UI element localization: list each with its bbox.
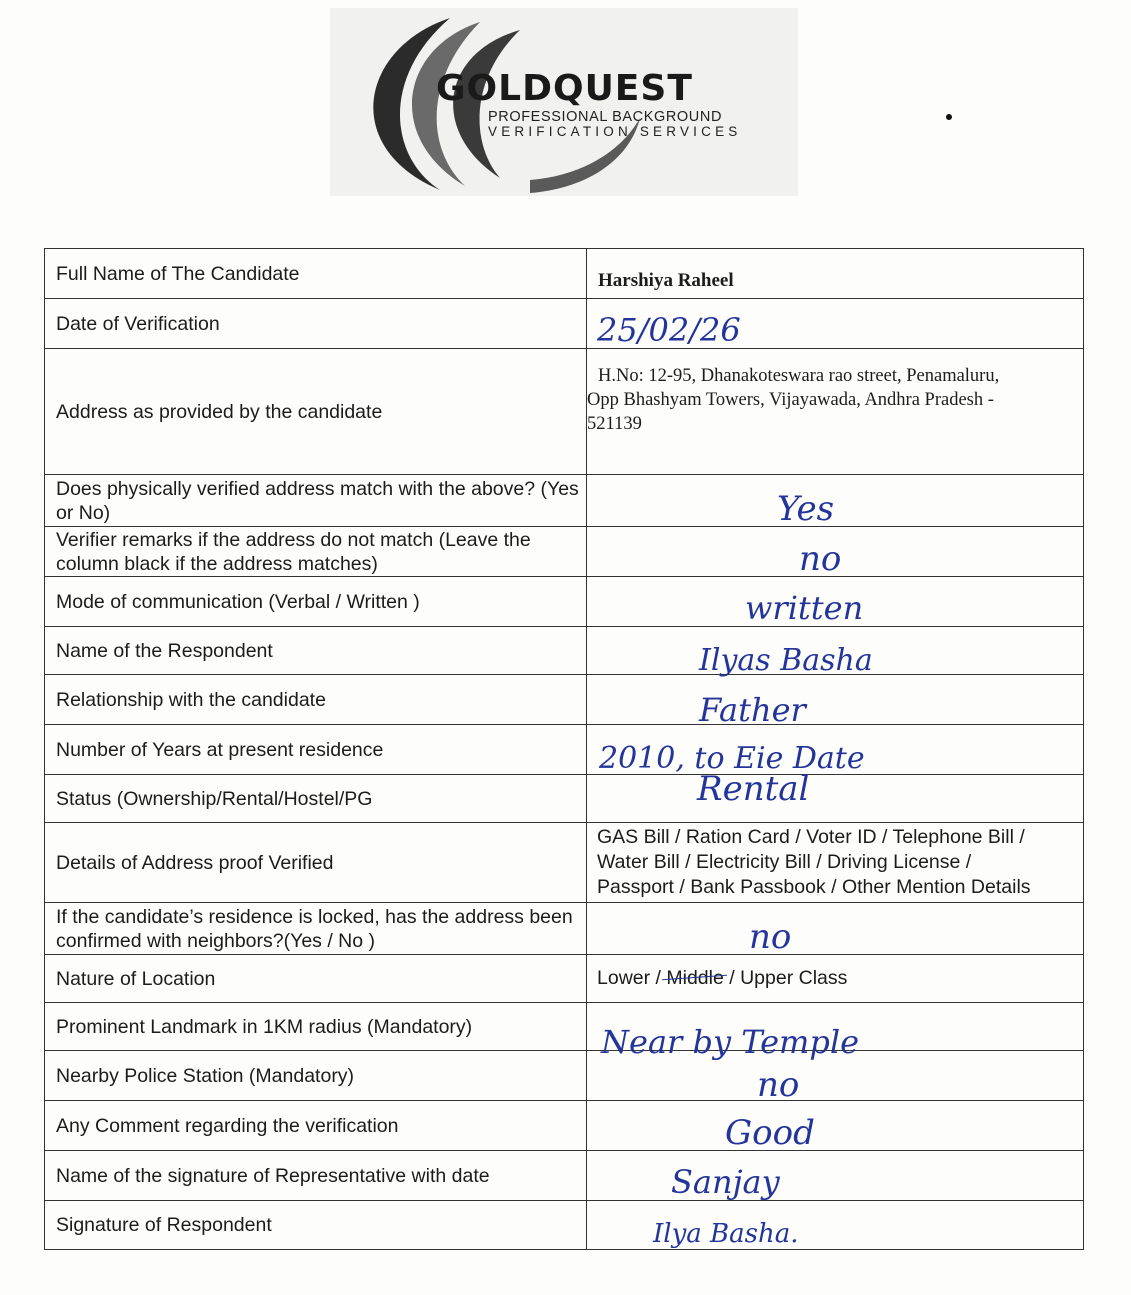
proof-options-line-2: Water Bill / Electricity Bill / Driving License / — [597, 851, 972, 873]
label-address-proof: Details of Address proof Verified — [45, 823, 587, 903]
row-address — [45, 349, 1084, 475]
label-address: Address as provided by the candidate — [45, 349, 587, 475]
proof-options-line-1: GAS Bill / Ration Card / Voter ID / Telephone Bill / — [597, 826, 1025, 848]
row-representative-signature — [45, 1151, 1084, 1201]
label-landmark: Prominent Landmark in 1KM radius (Mandatory) — [45, 1003, 587, 1051]
address-proof-options — [587, 825, 1083, 900]
option-lower: Lower / — [597, 967, 661, 989]
value-neighbors-confirmed — [587, 903, 1084, 955]
label-comment: Any Comment regarding the verification — [45, 1101, 587, 1151]
value-representative-signature — [587, 1151, 1084, 1201]
handwritten-relationship: Father — [699, 691, 806, 729]
value-verifier-remarks — [587, 527, 1084, 577]
row-neighbors-confirmed — [45, 903, 1084, 955]
location-options — [587, 966, 1083, 991]
row-landmark — [45, 1003, 1084, 1051]
value-mode-communication — [587, 577, 1084, 627]
label-address-match: Does physically verified address match with the above? (Yes or No) — [45, 475, 587, 527]
label-respondent-name: Name of the Respondent — [45, 627, 587, 675]
row-date — [45, 299, 1084, 349]
row-status — [45, 775, 1084, 823]
label-mode-communication: Mode of communication (Verbal / Written ) — [45, 577, 587, 627]
handwritten-address-match: Yes — [777, 489, 835, 529]
row-nature-location — [45, 955, 1084, 1003]
label-date: Date of Verification — [45, 299, 587, 349]
logo-tagline-2: VERIFICATION SERVICES — [488, 124, 742, 139]
option-middle: Middle — [666, 967, 724, 989]
label-verifier-remarks: Verifier remarks if the address do not match (Leave the column black if the address matches) — [45, 527, 587, 577]
handwritten-date: 25/02/26 — [597, 311, 741, 349]
row-respondent-signature — [45, 1201, 1084, 1250]
ink-dot — [946, 114, 952, 120]
handwritten-respondent-name: Ilyas Basha — [699, 643, 873, 678]
value-status — [587, 769, 1084, 823]
handwritten-police-station: no — [757, 1065, 800, 1105]
label-status: Status (Ownership/Rental/Hostel/PG — [45, 775, 587, 823]
row-comment — [45, 1101, 1084, 1151]
company-logo — [330, 8, 798, 196]
address-line-1: H.No: 12-95, Dhanakoteswara rao street, Penamaluru, — [598, 365, 1000, 386]
value-comment — [587, 1101, 1084, 1151]
row-verifier-remarks — [45, 527, 1084, 577]
row-mode-communication — [45, 577, 1084, 627]
value-police-station — [587, 1051, 1084, 1105]
label-nature-location: Nature of Location — [45, 955, 587, 1003]
label-years-residence: Number of Years at present residence — [45, 725, 587, 775]
handwritten-comment: Good — [725, 1113, 815, 1153]
label-candidate-name: Full Name of The Candidate — [45, 249, 587, 299]
handwritten-status: Rental — [697, 769, 810, 809]
option-upper: / Upper Class — [729, 967, 848, 989]
logo-brand: GOLDQUEST — [436, 68, 693, 109]
handwritten-respondent-signature: Ilya Basha. — [653, 1219, 799, 1249]
address-line-3: 521139 — [587, 413, 642, 434]
row-address-match — [45, 475, 1084, 527]
value-address-proof — [587, 823, 1084, 903]
value-address — [587, 349, 1084, 475]
row-police-station — [45, 1051, 1084, 1101]
value-respondent-signature — [587, 1201, 1084, 1250]
logo-tagline-1: PROFESSIONAL BACKGROUND — [488, 109, 723, 125]
address-line-2: Opp Bhashyam Towers, Vijayawada, Andhra Pradesh - — [587, 389, 994, 410]
row-candidate-name — [45, 249, 1084, 299]
value-address-match — [587, 475, 1084, 527]
row-relationship — [45, 675, 1084, 725]
handwritten-landmark: Near by Temple — [601, 1023, 860, 1061]
value-relationship — [587, 675, 1084, 729]
handwritten-representative-signature: Sanjay — [671, 1163, 780, 1201]
handwritten-neighbors-confirmed: no — [749, 917, 792, 957]
verification-form — [44, 248, 1084, 1250]
proof-options-line-3: Passport / Bank Passbook / Other Mention Details — [597, 876, 1031, 898]
label-relationship: Relationship with the candidate — [45, 675, 587, 725]
handwritten-verifier-remarks: no — [799, 539, 842, 579]
label-neighbors-confirmed: If the candidate’s residence is locked, has the address been confirmed with neighbors?(Yes / No ) — [45, 903, 587, 955]
row-years-residence — [45, 725, 1084, 775]
value-landmark — [587, 1003, 1084, 1061]
label-police-station: Nearby Police Station (Mandatory) — [45, 1051, 587, 1101]
value-nature-location — [587, 955, 1084, 1003]
value-years-residence — [587, 725, 1084, 775]
label-representative-signature: Name of the signature of Representative with date — [45, 1151, 587, 1201]
handwritten-years-residence: 2010, to Eie Date — [599, 741, 865, 776]
address-text — [587, 364, 1083, 436]
label-respondent-signature: Signature of Respondent — [45, 1201, 587, 1250]
row-respondent-name — [45, 627, 1084, 675]
value-candidate-name — [587, 249, 1084, 299]
handwritten-mode-communication: written — [745, 589, 864, 627]
row-address-proof — [45, 823, 1084, 903]
value-respondent-name — [587, 627, 1084, 678]
candidate-name-text: Harshiya Raheel — [598, 269, 734, 291]
value-date — [587, 299, 1084, 349]
